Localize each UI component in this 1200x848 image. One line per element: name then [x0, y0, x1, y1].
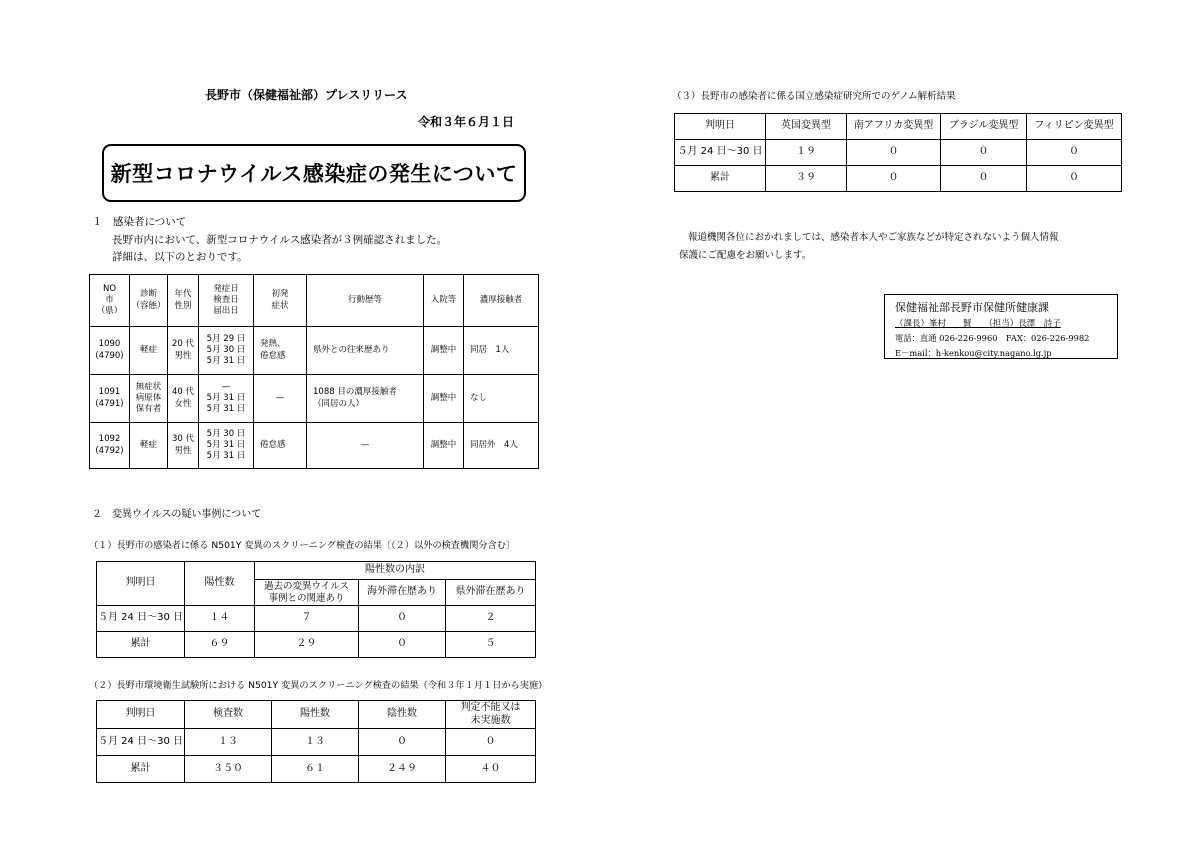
case-diagnosis: 無症状 病原体 保有者 — [130, 375, 168, 423]
genome-south-africa: ０ — [847, 166, 941, 192]
screening1-overseas: ０ — [359, 632, 446, 658]
table-row — [675, 166, 1122, 192]
section3-heading: （３）長野市の感染者に係る国立感染症研究所でのゲノム解析結果 — [672, 91, 956, 102]
notice-line1: 報道機関各位におかれましては、感染者本人やご家族などが特定されないよう個人情報 — [688, 232, 1059, 243]
genome-date: 累計 — [675, 166, 766, 192]
case-symptoms: 倦怠感 — [254, 423, 307, 469]
genome-table — [674, 113, 1122, 192]
case-contacts: 同居 1人 — [464, 327, 539, 375]
case-contacts: なし — [464, 375, 539, 423]
screening2-tests: １３ — [185, 729, 272, 756]
case-hospital: 調整中 — [424, 423, 464, 469]
cases-header-history: 行動歴等 — [307, 275, 424, 327]
screening2-undetermined: ４０ — [446, 756, 536, 783]
table-row — [97, 729, 536, 756]
office-staff: （課長）峯村 賢 （担当）長澤 詩子 — [895, 319, 1061, 329]
genome-date: ５月 24 日～30 日 — [675, 140, 766, 166]
case-age: 20 代 男性 — [168, 327, 199, 375]
page-title-text: 新型コロナウイルス感染症の発生について — [110, 162, 518, 186]
cases-header-contacts: 濃厚接触者 — [464, 275, 539, 327]
genome-brazil: ０ — [941, 140, 1027, 166]
press-release-heading: 長野市（保健福祉部）プレスリリース — [205, 88, 408, 102]
cases-header-no: NO 市 （県） — [90, 275, 130, 327]
screening2-undetermined: ０ — [446, 729, 536, 756]
notice-line2: 保護にご配慮をお願いします。 — [679, 250, 812, 261]
screening2-positive: １３ — [272, 729, 359, 756]
table-row — [675, 140, 1122, 166]
section2-heading: ２ 変異ウイルスの疑い事例について — [92, 509, 262, 520]
case-symptoms: — — [254, 375, 307, 423]
case-history: — — [307, 423, 424, 469]
screening1-header-variant-link: 過去の変異ウイルス 事例との関連あり — [255, 580, 359, 606]
case-age: 30 代 男性 — [168, 423, 199, 469]
case-hospital: 調整中 — [424, 375, 464, 423]
table-row — [90, 327, 539, 375]
case-age: 40 代 女性 — [168, 375, 199, 423]
screening1-outside-pref: ５ — [446, 632, 536, 658]
case-dates: 5月 29 日 5月 30 日 5月 31 日 — [199, 327, 254, 375]
case-no: 1090 (4790) — [90, 327, 130, 375]
section1-heading: １ 感染者について — [92, 216, 187, 228]
cases-header-dates: 発症日 検査日 届出日 — [199, 275, 254, 327]
screening2-positive: ６１ — [272, 756, 359, 783]
screening2-date: ５月 24 日～30 日 — [97, 729, 185, 756]
case-no: 1092 (4792) — [90, 423, 130, 469]
screening2-negative: ０ — [359, 729, 446, 756]
screening1-header-breakdown: 陽性数の内訳 — [255, 562, 536, 580]
screening2-header-tests: 検査数 — [185, 701, 272, 729]
case-diagnosis: 軽症 — [130, 327, 168, 375]
section1-line2: 詳細は、以下のとおりです。 — [112, 251, 248, 263]
table-row — [90, 375, 539, 423]
screening2-negative: ２４９ — [359, 756, 446, 783]
case-hospital: 調整中 — [424, 327, 464, 375]
page-title — [102, 144, 526, 202]
case-no: 1091 (4791) — [90, 375, 130, 423]
case-dates: — 5月 31 日 5月 31 日 — [199, 375, 254, 423]
contact-info-box — [884, 294, 1118, 359]
genome-header-row — [675, 114, 1122, 140]
cases-header-age: 年代 性別 — [168, 275, 199, 327]
case-symptoms: 発熱、 倦怠感 — [254, 327, 307, 375]
case-history: 県外との往来歴あり — [307, 327, 424, 375]
screening1-overseas: ０ — [359, 606, 446, 632]
screening1-variant-link: ７ — [255, 606, 359, 632]
genome-header-philippines: フィリピン変異型 — [1027, 114, 1122, 140]
screening2-tests: ３５０ — [185, 756, 272, 783]
genome-south-africa: ０ — [847, 140, 941, 166]
office-name: 保健福祉部長野市保健所健康課 — [895, 301, 1049, 314]
case-contacts: 同居外 4人 — [464, 423, 539, 469]
screening1-header-date: 判明日 — [97, 562, 185, 606]
cases-header-hospital: 入院等 — [424, 275, 464, 327]
genome-header-south-africa: 南アフリカ変異型 — [847, 114, 941, 140]
screening1-date: 累計 — [97, 632, 185, 658]
case-diagnosis: 軽症 — [130, 423, 168, 469]
genome-header-date: 判明日 — [675, 114, 766, 140]
screening1-header-positive: 陽性数 — [185, 562, 255, 606]
screening2-header-positive: 陽性数 — [272, 701, 359, 729]
section1-line1: 長野市内において、新型コロナウイルス感染者が３例確認されました。 — [112, 234, 448, 246]
genome-header-brazil: ブラジル変異型 — [941, 114, 1027, 140]
genome-brazil: ０ — [941, 166, 1027, 192]
cases-header-row — [90, 275, 539, 327]
screening1-date: ５月 24 日～30 日 — [97, 606, 185, 632]
case-history: 1088 目の濃厚接触者 （同居の人） — [307, 375, 424, 423]
genome-uk: ３９ — [766, 166, 847, 192]
case-dates: 5月 30 日 5月 31 日 5月 31 日 — [199, 423, 254, 469]
office-email: E－mail：h-kenkou@city.nagano.lg.jp — [895, 348, 1052, 358]
office-phone: 電話：直通 026-226-9960 FAX：026-226-9982 — [895, 333, 1090, 343]
table-row — [97, 756, 536, 783]
cases-table — [89, 274, 539, 469]
screening-table-1 — [96, 561, 536, 658]
release-date: 令和３年６月１日 — [418, 115, 515, 129]
screening1-header-row — [97, 562, 536, 580]
screening-table-2 — [96, 700, 536, 783]
table-row — [97, 632, 536, 658]
cases-header-diagnosis: 診断 （容態） — [130, 275, 168, 327]
screening2-header-row — [97, 701, 536, 729]
screening2-header-date: 判明日 — [97, 701, 185, 729]
screening2-header-undetermined: 判定不能又は 未実施数 — [446, 701, 536, 729]
screening1-outside-pref: ２ — [446, 606, 536, 632]
table-row — [90, 423, 539, 469]
screening1-header-overseas: 海外滞在歴あり — [359, 580, 446, 606]
screening1-positive: １４ — [185, 606, 255, 632]
screening2-date: 累計 — [97, 756, 185, 783]
screening1-header-outside-pref: 県外滞在歴あり — [446, 580, 536, 606]
screening1-variant-link: ２９ — [255, 632, 359, 658]
section2-sub1: （１）長野市の感染者に係る N501Y 変異のスクリーニング検査の結果〔（２）以外の検査機関分含む〕 — [89, 540, 516, 551]
genome-uk: １９ — [766, 140, 847, 166]
screening1-positive: ６９ — [185, 632, 255, 658]
genome-philippines: ０ — [1027, 140, 1122, 166]
cases-header-symptoms: 初発 症状 — [254, 275, 307, 327]
screening2-header-negative: 陰性数 — [359, 701, 446, 729]
genome-philippines: ０ — [1027, 166, 1122, 192]
table-row — [97, 606, 536, 632]
section2-sub2: （２）長野市環境衛生試験所における N501Y 変異のスクリーニング検査の結果（令和３年１月１日から実施） — [89, 680, 548, 691]
genome-header-uk: 英国変異型 — [766, 114, 847, 140]
